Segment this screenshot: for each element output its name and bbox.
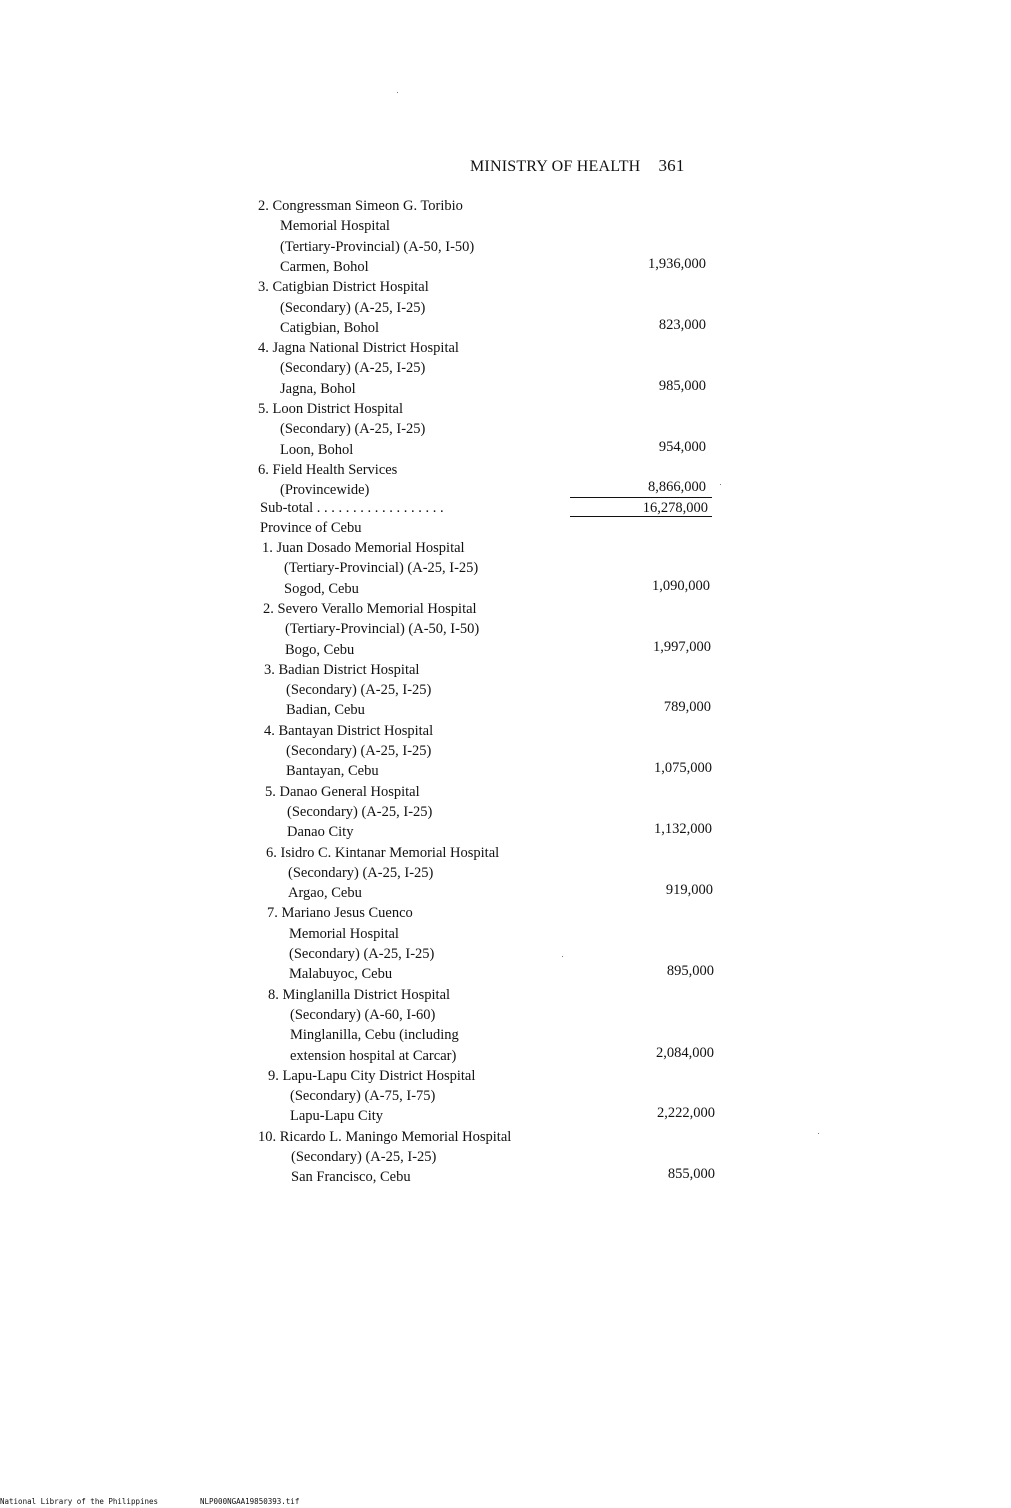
entry-amount: 895,000 (666, 963, 714, 980)
entry-amount: 2,084,000 (656, 1044, 714, 1061)
entry-detail: extension hospital at Carcar) (290, 1047, 457, 1064)
entry-detail: Catigbian, Bohol (280, 319, 380, 336)
entry-title: 3. Badian District Hospital (264, 661, 420, 678)
footer-library: National Library of the Philippines (0, 1497, 159, 1506)
entry-title: 7. Mariano Jesus Cuenco (267, 905, 413, 922)
entry-detail: Memorial Hospital (289, 925, 399, 942)
entry-detail: Bantayan, Cebu (286, 763, 379, 780)
scan-speck (818, 1133, 819, 1134)
entry-amount: 789,000 (663, 699, 711, 716)
entry-amount: 1,997,000 (653, 638, 711, 655)
entry-title: 4. Bantayan District Hospital (264, 722, 434, 739)
entry-amount: 985,000 (658, 377, 706, 394)
page-header (470, 156, 685, 176)
scan-speck (562, 956, 563, 957)
entry-detail: (Secondary) (A-25, I-25) (287, 803, 433, 820)
entry-detail: (Secondary) (A-25, I-25) (289, 946, 435, 962)
entry-amount: 1,075,000 (654, 760, 712, 777)
footer-file-id: NLP000NGAA19850393.tif (200, 1497, 300, 1506)
entry-detail: Lapu-Lapu City (290, 1108, 384, 1125)
entry-title: 8. Minglanilla District Hospital (268, 986, 451, 1003)
entry-title: 10. Ricardo L. Maningo Memorial Hospital (258, 1128, 512, 1145)
entry-amount: 1,936,000 (648, 255, 706, 272)
scan-speck (397, 92, 398, 93)
page-number: 361 (658, 156, 685, 175)
subtotal-label: Sub-total . . . . . . . . . . . . . . . . . . (260, 500, 444, 516)
subtotal-amount: 16,278,000 (642, 500, 708, 516)
entry-detail: Malabuyoc, Cebu (289, 966, 393, 983)
entry-title: 1. Juan Dosado Memorial Hospital (262, 540, 465, 556)
scan-speck (720, 484, 721, 485)
running-title: MINISTRY OF HEALTH (470, 158, 641, 175)
entry-amount: 2,222,000 (657, 1105, 715, 1122)
entry-detail: (Tertiary-Provincial) (A-50, I-50) (280, 238, 475, 255)
entry-detail: Memorial Hospital (280, 218, 390, 235)
entry-detail: Jagna, Bohol (280, 380, 356, 397)
entry-amount: 919,000 (665, 882, 713, 899)
entry-detail: (Secondary) (A-25, I-25) (291, 1149, 437, 1165)
entry-title: 2. Congressman Simeon G. Toribio (258, 198, 463, 214)
entry-detail: Badian, Cebu (286, 702, 365, 719)
entry-detail: (Secondary) (A-75, I-75) (290, 1088, 436, 1105)
entry-title: 5. Loon District Hospital (258, 401, 403, 417)
entry-amount: 823,000 (658, 316, 706, 333)
entry-title: 6. Field Health Services (258, 461, 398, 478)
entry-detail: Sogod, Cebu (284, 580, 359, 597)
entry-amount: 855,000 (667, 1166, 715, 1183)
entry-detail: Argao, Cebu (288, 885, 362, 902)
entry-detail: (Secondary) (A-25, I-25) (280, 299, 426, 316)
entry-detail: (Secondary) (A-60, I-60) (290, 1006, 436, 1023)
entry-amount: 1,132,000 (654, 821, 712, 838)
entry-detail: (Secondary) (A-25, I-25) (286, 682, 432, 699)
province-heading: Province of Cebu (260, 520, 362, 536)
entry-detail: (Provincewide) (280, 482, 370, 499)
entry-detail: Loon, Bohol (280, 441, 354, 458)
entry-detail: Danao City (287, 824, 354, 841)
entry-detail: (Tertiary-Provincial) (A-25, I-25) (284, 560, 479, 577)
entry-detail: San Francisco, Cebu (291, 1169, 411, 1186)
entry-title: 9. Lapu-Lapu City District Hospital (268, 1067, 476, 1084)
entry-title: 5. Danao General Hospital (265, 783, 420, 800)
entry-amount: 1,090,000 (652, 577, 710, 594)
entry-amount: 8,866,000 (648, 479, 706, 496)
entry-title: 3. Catigbian District Hospital (258, 279, 429, 296)
entry-detail: (Tertiary-Provincial) (A-50, I-50) (285, 621, 480, 638)
entry-title: 6. Isidro C. Kintanar Memorial Hospital (266, 844, 500, 861)
entry-detail: Minglanilla, Cebu (including (290, 1027, 459, 1044)
entry-detail: Carmen, Bohol (280, 258, 369, 275)
entry-title: 2. Severo Verallo Memorial Hospital (263, 600, 477, 617)
subtotal-rule-bottom (570, 516, 712, 517)
entry-detail: (Secondary) (A-25, I-25) (280, 421, 426, 438)
subtotal-rule-top (570, 497, 712, 498)
entry-detail: Bogo, Cebu (285, 641, 355, 658)
entry-amount: 954,000 (658, 438, 706, 455)
entry-detail: (Secondary) (A-25, I-25) (286, 743, 432, 759)
entry-detail: (Secondary) (A-25, I-25) (288, 864, 434, 881)
entry-detail: (Secondary) (A-25, I-25) (280, 360, 426, 377)
entry-title: 4. Jagna National District Hospital (258, 340, 459, 357)
